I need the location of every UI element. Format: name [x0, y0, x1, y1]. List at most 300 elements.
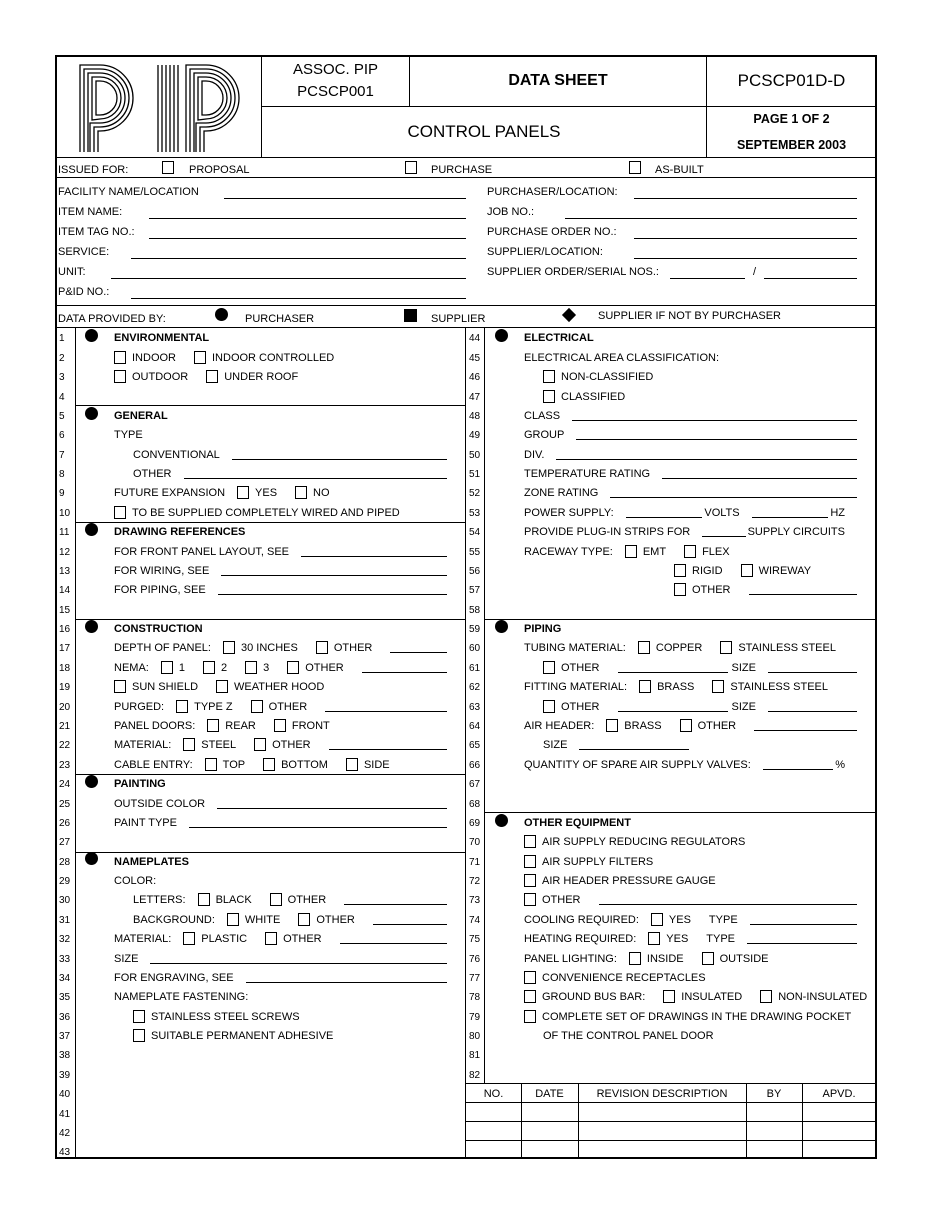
blank-input-line[interactable]	[362, 672, 447, 673]
line-number: 53	[469, 507, 481, 519]
supplier-location-field[interactable]	[634, 258, 857, 259]
checkbox-option[interactable]	[648, 932, 688, 945]
checkbox-label: YES	[666, 933, 689, 946]
blank-input-line[interactable]	[232, 459, 447, 460]
checkbox-option[interactable]	[741, 564, 812, 577]
checkbox-option[interactable]	[263, 758, 328, 771]
purchaser-provided-dot-icon	[495, 814, 508, 827]
pid-field[interactable]	[131, 298, 466, 299]
checkbox-label: 1	[178, 661, 185, 674]
revision-cell[interactable]	[802, 1121, 876, 1140]
form-line	[524, 890, 857, 909]
revision-cell[interactable]	[466, 1140, 521, 1159]
blank-input-line[interactable]	[768, 711, 857, 712]
form-line	[114, 502, 447, 521]
form-line	[114, 968, 447, 987]
checkbox[interactable]	[663, 990, 675, 1003]
checkbox[interactable]	[524, 990, 536, 1003]
purchaser-location-field[interactable]	[634, 198, 857, 199]
revision-cell[interactable]	[578, 1121, 746, 1140]
checkbox-option[interactable]	[524, 990, 645, 1003]
line-number: 73	[469, 895, 481, 907]
checkbox-option[interactable]	[606, 719, 661, 732]
checkbox-option[interactable]	[274, 719, 330, 732]
checkbox[interactable]	[674, 564, 686, 577]
line-number: 47	[469, 391, 481, 403]
checkbox-label: SUN SHIELD	[132, 681, 199, 694]
form-line	[114, 347, 447, 366]
checkbox[interactable]	[625, 545, 637, 558]
blank-input-line[interactable]	[579, 749, 689, 750]
checkbox-option[interactable]	[198, 893, 252, 906]
checkbox[interactable]	[114, 351, 126, 364]
checkbox[interactable]	[251, 700, 263, 713]
checkbox-option[interactable]	[298, 913, 355, 926]
form-line	[524, 929, 857, 948]
form-line	[524, 483, 857, 502]
checkbox[interactable]	[639, 680, 651, 693]
revision-cell[interactable]	[746, 1102, 802, 1121]
checkbox[interactable]	[263, 758, 275, 771]
field-label: POWER SUPPLY:	[524, 506, 614, 519]
form-line	[524, 677, 857, 696]
line-number: 59	[469, 624, 481, 636]
checkbox-label: RIGID	[692, 564, 723, 577]
checkbox[interactable]	[254, 738, 266, 751]
line-number: 56	[469, 565, 481, 577]
checkbox[interactable]	[543, 390, 555, 403]
blank-input-line[interactable]	[189, 827, 447, 828]
form-line	[524, 541, 857, 560]
checkbox-label: TOP	[222, 758, 246, 771]
form-line	[114, 1123, 447, 1142]
assoc-pip: ASSOC. PIP	[292, 61, 379, 78]
checkbox-option[interactable]	[237, 486, 277, 499]
revision-cell[interactable]	[578, 1102, 746, 1121]
checkbox[interactable]	[287, 661, 299, 674]
form-line	[114, 599, 447, 618]
checkbox-option[interactable]	[543, 700, 600, 713]
checkbox[interactable]	[194, 351, 206, 364]
checkbox-option[interactable]	[114, 680, 198, 693]
line-number: 71	[469, 856, 481, 868]
checkbox-label: AIR SUPPLY REDUCING REGULATORS	[542, 836, 746, 849]
checkbox-option[interactable]	[639, 680, 694, 693]
checkbox[interactable]	[161, 661, 173, 674]
checkbox[interactable]	[712, 680, 724, 693]
revision-cell[interactable]	[521, 1140, 578, 1159]
checkbox[interactable]	[702, 952, 714, 965]
line-number: 37	[59, 1031, 71, 1043]
revision-cell[interactable]	[466, 1121, 521, 1140]
blank-input-line[interactable]	[752, 517, 829, 518]
revision-cell[interactable]	[521, 1102, 578, 1121]
checkbox-option[interactable]	[133, 1029, 333, 1042]
form-line	[114, 561, 447, 580]
blank-input-line[interactable]	[754, 730, 857, 731]
checkbox[interactable]	[760, 990, 772, 1003]
field-label: BACKGROUND:	[133, 913, 215, 926]
checkbox-label: WIREWAY	[758, 564, 812, 577]
checkbox-label: PLASTIC	[201, 933, 248, 946]
blank-input-line[interactable]	[217, 808, 447, 809]
checkbox[interactable]	[648, 932, 660, 945]
line-number: 7	[59, 449, 65, 461]
revision-cell[interactable]	[802, 1140, 876, 1159]
form-line	[114, 541, 447, 560]
checkbox[interactable]	[114, 506, 126, 519]
line-number: 42	[59, 1127, 71, 1139]
field-label: LETTERS:	[133, 894, 186, 907]
line-number: 20	[59, 701, 71, 713]
field-label: MATERIAL:	[114, 739, 172, 752]
line-number: 62	[469, 682, 481, 694]
checkbox-option[interactable]	[524, 874, 716, 887]
form-line	[114, 677, 447, 696]
checkbox-option[interactable]	[651, 913, 691, 926]
checkbox-label: 2	[220, 661, 228, 674]
checkbox-label: INSIDE	[646, 952, 684, 965]
purchaser-provided-dot-icon	[85, 620, 98, 633]
page-number: PAGE 1 OF 2	[753, 112, 830, 126]
line-number: 60	[469, 643, 481, 655]
checkbox-label: 30 INCHES	[240, 642, 298, 655]
checkbox-option[interactable]	[251, 700, 308, 713]
checkbox-option[interactable]	[254, 738, 311, 751]
checkbox[interactable]	[543, 700, 555, 713]
blank-input-line[interactable]	[662, 478, 857, 479]
line-number: 29	[59, 876, 71, 888]
checkbox[interactable]	[206, 370, 218, 383]
section-heading: GENERAL	[114, 409, 168, 422]
checkbox-option[interactable]	[216, 680, 324, 693]
blank-input-line[interactable]	[373, 924, 447, 925]
blank-input-line[interactable]	[702, 536, 745, 537]
field-label: PAINT TYPE	[114, 816, 177, 829]
proposal-checkbox[interactable]	[162, 161, 174, 174]
field-label: HZ	[830, 506, 845, 519]
checkbox[interactable]	[176, 700, 188, 713]
checkbox[interactable]	[227, 913, 239, 926]
form-line	[114, 1103, 447, 1122]
blank-input-line[interactable]	[246, 982, 447, 983]
checkbox-label: SIDE	[363, 758, 390, 771]
checkbox-option[interactable]	[543, 390, 625, 403]
checkbox-option[interactable]	[543, 370, 653, 383]
checkbox-label: WHITE	[244, 913, 281, 926]
checkbox-option[interactable]	[684, 545, 730, 558]
field-label: ZONE RATING	[524, 487, 599, 500]
checkbox-label: STAINLESS STEEL	[730, 681, 828, 694]
service-label: SERVICE:	[58, 246, 110, 258]
blank-input-line[interactable]	[618, 672, 728, 673]
form-line	[524, 987, 868, 1006]
form-line	[133, 909, 447, 928]
checkbox-option[interactable]	[346, 758, 390, 771]
form-line	[114, 929, 447, 948]
checkbox[interactable]	[524, 1010, 536, 1023]
checkbox[interactable]	[720, 641, 732, 654]
checkbox[interactable]	[651, 913, 663, 926]
checkbox-option[interactable]	[524, 835, 745, 848]
checkbox-option[interactable]	[205, 758, 245, 771]
blank-input-line[interactable]	[329, 749, 447, 750]
blank-input-line[interactable]	[218, 594, 447, 595]
blank-input-line[interactable]	[750, 924, 857, 925]
checkbox-label: NON-CLASSIFIED	[561, 371, 654, 384]
line-number: 8	[59, 469, 65, 481]
checkbox-label: SUITABLE PERMANENT ADHESIVE	[151, 1030, 334, 1043]
po-no-field[interactable]	[634, 238, 857, 239]
checkbox[interactable]	[680, 719, 692, 732]
checkbox[interactable]	[524, 971, 536, 984]
checkbox-option[interactable]	[133, 1010, 300, 1023]
field-label: DEPTH OF PANEL:	[114, 642, 211, 655]
blank-input-line[interactable]	[618, 711, 728, 712]
purchaser-provided-dot-icon	[495, 620, 508, 633]
facility-field[interactable]	[224, 198, 466, 199]
checkbox[interactable]	[223, 641, 235, 654]
line-number: 54	[469, 527, 481, 539]
section-heading: CONSTRUCTION	[114, 623, 203, 636]
checkbox-option[interactable]	[316, 641, 373, 654]
line-number: 61	[469, 662, 481, 674]
checkbox-label: FLEX	[702, 545, 730, 558]
section-heading: ELECTRICAL	[524, 332, 594, 345]
blank-input-line[interactable]	[610, 497, 857, 498]
checkbox-option[interactable]	[720, 641, 836, 654]
blank-input-line[interactable]	[150, 963, 447, 964]
form-line	[543, 696, 857, 715]
section-heading: DRAWING REFERENCES	[114, 526, 246, 539]
checkbox[interactable]	[198, 893, 210, 906]
checkbox[interactable]	[295, 486, 307, 499]
form-line	[114, 483, 447, 502]
pip-logo	[62, 60, 257, 155]
checkbox-option[interactable]	[176, 700, 233, 713]
checkbox[interactable]	[270, 893, 282, 906]
blank-input-line[interactable]	[747, 943, 857, 944]
checkbox-option[interactable]	[629, 952, 684, 965]
purchaser-provided-dot-icon	[495, 329, 508, 342]
checkbox[interactable]	[114, 370, 126, 383]
revision-cell[interactable]	[802, 1102, 876, 1121]
checkbox[interactable]	[203, 661, 215, 674]
form-line	[114, 987, 447, 1006]
checkbox-label: OTHER	[561, 700, 600, 713]
checkbox[interactable]	[207, 719, 219, 732]
serial-nos-field[interactable]	[764, 278, 857, 279]
checkbox[interactable]	[629, 952, 641, 965]
form-line	[114, 328, 447, 347]
checkbox[interactable]	[543, 661, 555, 674]
checkbox[interactable]	[741, 564, 753, 577]
checkbox-option[interactable]	[287, 661, 344, 674]
checkbox[interactable]	[205, 758, 217, 771]
checkbox-label: YES	[668, 913, 691, 926]
checkbox-option[interactable]	[270, 893, 327, 906]
checkbox-option[interactable]	[194, 351, 334, 364]
checkbox-option[interactable]	[183, 932, 247, 945]
checkbox[interactable]	[183, 932, 195, 945]
checkbox[interactable]	[298, 913, 310, 926]
checkbox-option[interactable]	[524, 971, 706, 984]
checkbox-option[interactable]	[114, 506, 400, 519]
blank-input-line[interactable]	[626, 517, 703, 518]
revision-cell[interactable]	[746, 1140, 802, 1159]
revision-cell[interactable]	[746, 1121, 802, 1140]
checkbox[interactable]	[684, 545, 696, 558]
checkbox-label: OTHER	[272, 739, 311, 752]
revision-cell[interactable]	[521, 1121, 578, 1140]
checkbox-option[interactable]	[524, 855, 653, 868]
item-tag-field[interactable]	[149, 238, 466, 239]
checkbox-option[interactable]	[227, 913, 280, 926]
checkbox[interactable]	[265, 932, 277, 945]
blank-input-line[interactable]	[749, 594, 858, 595]
form-line	[524, 638, 857, 657]
checkbox[interactable]	[133, 1010, 145, 1023]
job-no-field[interactable]	[565, 218, 857, 219]
form-line	[133, 890, 447, 909]
purchaser-location-label: PURCHASER/LOCATION:	[487, 186, 618, 198]
revision-cell[interactable]	[578, 1140, 746, 1159]
unit-field[interactable]	[111, 278, 466, 279]
checkbox[interactable]	[183, 738, 195, 751]
checkbox[interactable]	[674, 583, 686, 596]
checkbox-label: INDOOR CONTROLLED	[212, 351, 335, 364]
checkbox-option[interactable]	[183, 738, 236, 751]
checkbox-label: OTHER	[697, 719, 737, 732]
checkbox-option[interactable]	[524, 1010, 851, 1023]
form-line	[114, 1045, 447, 1064]
form-line	[114, 735, 447, 754]
as-built-checkbox[interactable]	[629, 161, 641, 174]
form-line	[524, 464, 857, 483]
form-line	[524, 832, 857, 851]
form-line	[114, 386, 447, 405]
checkbox-option[interactable]	[674, 564, 723, 577]
checkbox-option[interactable]	[680, 719, 737, 732]
blank-input-line[interactable]	[576, 439, 857, 440]
form-line	[524, 406, 857, 425]
checkbox[interactable]	[524, 855, 536, 868]
line-number: 12	[59, 546, 71, 558]
blank-input-line[interactable]	[768, 672, 857, 673]
blank-input-line[interactable]	[340, 943, 447, 944]
checkbox-option[interactable]	[674, 583, 731, 596]
checkbox-option[interactable]	[712, 680, 828, 693]
checkbox-option[interactable]	[760, 990, 867, 1003]
revision-cell[interactable]	[466, 1102, 521, 1121]
checkbox[interactable]	[237, 486, 249, 499]
checkbox[interactable]	[133, 1029, 145, 1042]
blank-input-line[interactable]	[572, 420, 857, 421]
checkbox-option[interactable]	[524, 893, 581, 906]
blank-input-line[interactable]	[325, 711, 447, 712]
field-label: OTHER	[133, 468, 172, 481]
form-line	[524, 754, 857, 773]
checkbox-label: OTHER	[692, 584, 731, 597]
supplier-if-not-legend: SUPPLIER IF NOT BY PURCHASER	[598, 310, 781, 322]
checkbox[interactable]	[606, 719, 618, 732]
service-field[interactable]	[131, 258, 466, 259]
checkbox-option[interactable]	[206, 370, 298, 383]
field-label: TEMPERATURE RATING	[524, 468, 651, 481]
checkbox[interactable]	[114, 680, 126, 693]
checkbox-option[interactable]	[245, 661, 269, 674]
supplier-order-field[interactable]	[670, 278, 745, 279]
line-number: 81	[469, 1050, 481, 1062]
line-number: 33	[59, 953, 71, 965]
checkbox-option[interactable]	[702, 952, 769, 965]
checkbox-label: YES	[255, 487, 278, 500]
line-number: 3	[59, 372, 65, 384]
checkbox-option[interactable]	[207, 719, 256, 732]
line-number: 66	[469, 759, 481, 771]
line-number: 32	[59, 934, 71, 946]
blank-input-line[interactable]	[301, 556, 447, 557]
checkbox[interactable]	[524, 893, 536, 906]
checkbox[interactable]	[216, 680, 228, 693]
checkbox[interactable]	[274, 719, 286, 732]
checkbox-option[interactable]	[223, 641, 298, 654]
checkbox-option[interactable]	[663, 990, 742, 1003]
purchaser-provided-dot-icon	[85, 523, 98, 536]
line-number: 19	[59, 682, 71, 694]
purchaser-dot-icon	[215, 308, 228, 321]
checkbox[interactable]	[316, 641, 328, 654]
checkbox-option[interactable]	[625, 545, 666, 558]
checkbox-option[interactable]	[161, 661, 185, 674]
checkbox-label: CLASSIFIED	[561, 390, 626, 403]
blank-input-line[interactable]	[221, 575, 447, 576]
checkbox-label: BOTTOM	[281, 758, 328, 771]
purchaser-legend: PURCHASER	[245, 313, 315, 325]
blank-input-line[interactable]	[599, 904, 858, 905]
checkbox-option[interactable]	[114, 370, 188, 383]
form-line	[133, 1026, 447, 1045]
checkbox[interactable]	[543, 370, 555, 383]
blank-input-line[interactable]	[390, 652, 447, 653]
checkbox[interactable]	[524, 835, 536, 848]
form-line	[114, 754, 447, 773]
checkbox-option[interactable]	[203, 661, 227, 674]
checkbox-option[interactable]	[295, 486, 330, 499]
checkbox-option[interactable]	[265, 932, 322, 945]
form-line	[114, 1064, 447, 1083]
checkbox[interactable]	[638, 641, 650, 654]
checkbox-option[interactable]	[638, 641, 702, 654]
checkbox-label: OTHER	[542, 894, 581, 907]
blank-input-line[interactable]	[763, 769, 833, 770]
blank-input-line[interactable]	[556, 459, 857, 460]
checkbox-option[interactable]	[114, 351, 176, 364]
form-line	[674, 561, 857, 580]
line-number: 22	[59, 740, 71, 752]
checkbox[interactable]	[346, 758, 358, 771]
blank-input-line[interactable]	[184, 478, 448, 479]
blank-input-line[interactable]	[344, 904, 447, 905]
form-line	[114, 813, 447, 832]
field-label: PANEL LIGHTING:	[524, 952, 617, 965]
checkbox-option[interactable]	[543, 661, 600, 674]
line-number: 14	[59, 585, 71, 597]
checkbox[interactable]	[245, 661, 257, 674]
checkbox[interactable]	[524, 874, 536, 887]
purchase-checkbox[interactable]	[405, 161, 417, 174]
item-name-field[interactable]	[149, 218, 466, 219]
